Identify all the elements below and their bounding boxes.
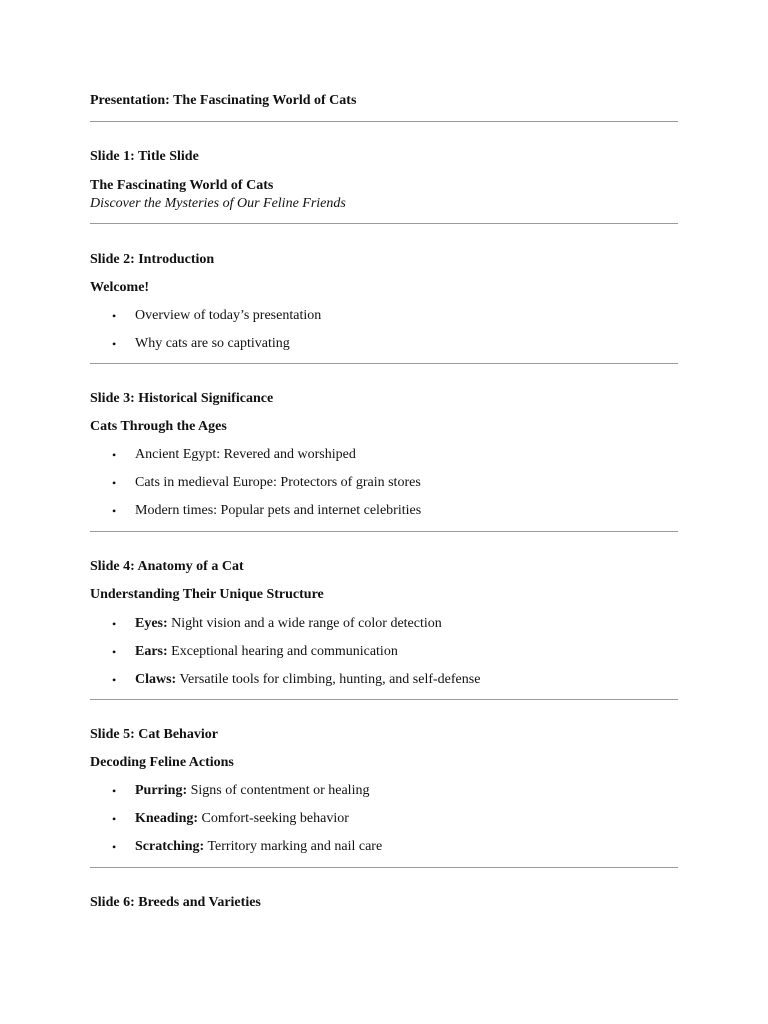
divider <box>90 867 678 868</box>
slide-3-heading: Slide 3: Historical Significance <box>90 391 274 406</box>
list-item-text: Kneading: Comfort-seeking behavior <box>135 811 349 826</box>
bullet-icon: • <box>112 617 117 631</box>
slide-1-subtitle: Discover the Mysteries of Our Feline Friends <box>90 196 346 211</box>
list-item-text: Ancient Egypt: Revered and worshiped <box>135 447 356 462</box>
bullet-icon: • <box>112 812 117 826</box>
bullet-icon: • <box>112 673 117 687</box>
bullet-icon: • <box>112 337 117 351</box>
bullet-icon: • <box>112 476 117 490</box>
bullet-icon: • <box>112 504 117 518</box>
list-item-text: Scratching: Territory marking and nail care <box>135 839 383 854</box>
list-item-label: Kneading: <box>135 811 199 826</box>
slide-1-heading: Slide 1: Title Slide <box>90 149 199 164</box>
list-item-label: Ears: <box>135 644 168 659</box>
slide-5-title: Decoding Feline Actions <box>90 755 234 770</box>
bullet-icon: • <box>112 645 117 659</box>
bullet-icon: • <box>112 784 117 798</box>
list-item-label: Scratching: <box>135 839 205 854</box>
list-item-text: Claws: Versatile tools for climbing, hunting, and self-defense <box>135 672 481 687</box>
list-item-text: Overview of today’s presentation <box>135 308 322 323</box>
list-item-text: Purring: Signs of contentment or healing <box>135 783 370 798</box>
bullet-icon: • <box>112 309 117 323</box>
slide-2-title: Welcome! <box>90 280 150 295</box>
slide-5-heading: Slide 5: Cat Behavior <box>90 727 218 742</box>
list-item-label: Eyes: <box>135 616 168 631</box>
slide-2-heading: Slide 2: Introduction <box>90 252 215 267</box>
document-title: Presentation: The Fascinating World of Cats <box>90 93 357 108</box>
list-item-text: Eyes: Night vision and a wide range of color detection <box>135 616 442 631</box>
divider <box>90 699 678 700</box>
bullet-icon: • <box>112 448 117 462</box>
list-item-text: Modern times: Popular pets and internet celebrities <box>135 503 422 518</box>
list-item-text: Ears: Exceptional hearing and communication <box>135 644 398 659</box>
slide-6-heading: Slide 6: Breeds and Varieties <box>90 895 261 910</box>
slide-3-title: Cats Through the Ages <box>90 419 227 434</box>
divider <box>90 223 678 224</box>
bullet-icon: • <box>112 840 117 854</box>
divider <box>90 121 678 122</box>
list-item-text: Cats in medieval Europe: Protectors of grain stores <box>135 475 421 490</box>
list-item-label: Purring: <box>135 783 188 798</box>
divider <box>90 531 678 532</box>
slide-4-title: Understanding Their Unique Structure <box>90 587 324 602</box>
divider <box>90 363 678 364</box>
slide-1-title: The Fascinating World of Cats <box>90 178 274 193</box>
slide-4-heading: Slide 4: Anatomy of a Cat <box>90 559 244 574</box>
list-item-text: Why cats are so captivating <box>135 336 290 351</box>
list-item-label: Claws: <box>135 672 177 687</box>
